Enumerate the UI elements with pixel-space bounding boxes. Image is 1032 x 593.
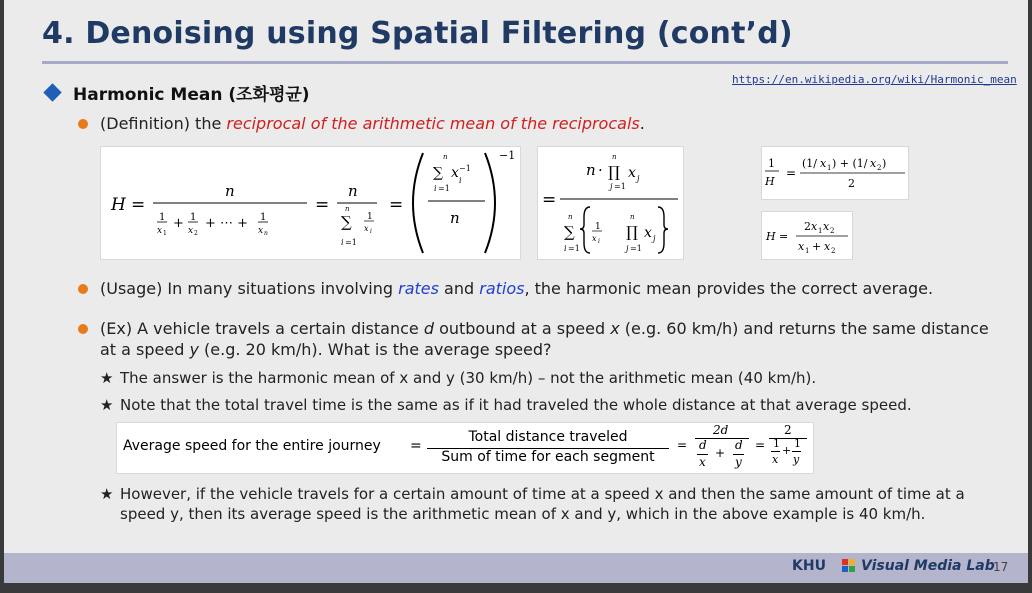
formula-equals: =	[410, 438, 422, 454]
formula-x-2: x	[772, 453, 779, 466]
usage-suffix: , the harmonic mean provides the correct average.	[524, 279, 934, 298]
svg-text:n: n	[348, 182, 358, 200]
diamond-bullet-icon	[43, 83, 61, 101]
formula-one-2: 1	[794, 437, 801, 450]
usage-and: and	[438, 279, 480, 298]
section-heading-text: Harmonic Mean (조화평균)	[73, 85, 310, 105]
svg-text:i: i	[370, 228, 372, 235]
formula-plus-1: +	[715, 446, 726, 460]
svg-text:2: 2	[804, 220, 811, 233]
two-value-harmonic-graphic	[762, 147, 908, 199]
svg-text:1: 1	[159, 212, 166, 223]
svg-text:2: 2	[831, 247, 836, 255]
svg-text:H: H	[765, 175, 775, 188]
formula-d-1: d	[699, 438, 707, 452]
formula-2d: 2d	[713, 423, 729, 437]
svg-text:x: x	[451, 165, 459, 181]
formula-one-1: 1	[773, 437, 780, 450]
two-value-simplified-graphic	[762, 212, 852, 259]
svg-text:=1: =1	[630, 244, 642, 253]
two-value-harmonic-formula	[761, 146, 909, 200]
harmonic-mean-formula	[100, 146, 521, 260]
svg-text:x: x	[811, 220, 818, 233]
formula-equals-2: =	[677, 438, 688, 452]
orange-dot-icon	[78, 324, 88, 334]
svg-text:x: x	[823, 220, 830, 233]
lab-logo-icon	[842, 559, 856, 573]
example-var-d: d	[423, 319, 434, 338]
svg-text:H: H	[111, 195, 126, 215]
average-speed-formula	[116, 422, 814, 474]
star-icon: ★	[100, 369, 114, 387]
svg-text:=1: =1	[568, 244, 580, 253]
svg-text:j: j	[626, 244, 629, 253]
star-item-text: However, if the vehicle travels for a certain amount of time at a speed x and then the same amount of time at a speed y, then its average speed is the arithmetic mean of x and y, which in the above example is 40 km/h.	[120, 485, 965, 523]
svg-text:=: =	[779, 230, 789, 243]
orange-dot-icon	[78, 284, 88, 294]
svg-text:n: n	[630, 213, 635, 221]
formula-y-1: y	[735, 455, 742, 469]
svg-text:−1: −1	[459, 164, 471, 173]
svg-text:n: n	[225, 182, 235, 200]
svg-text:+ ⋯ +: + ⋯ +	[205, 216, 249, 231]
khu-logo: KHU	[792, 558, 826, 574]
svg-text:−1: −1	[499, 149, 516, 162]
section-heading	[44, 80, 310, 105]
example-var-x: x	[610, 319, 620, 338]
orange-dot-icon	[78, 119, 88, 129]
svg-text:∑: ∑	[341, 213, 352, 231]
svg-text:n: n	[264, 230, 268, 237]
example-bullet	[78, 318, 1008, 360]
svg-text:=1: =1	[345, 238, 357, 247]
example-part-2: outbound at a speed	[433, 319, 611, 338]
svg-text:(1/: (1/	[802, 157, 817, 170]
svg-text:1: 1	[805, 247, 810, 255]
harmonic-mean-formula-graphic	[101, 147, 520, 259]
svg-text:x: x	[258, 226, 264, 236]
svg-text:n: n	[443, 153, 448, 161]
definition-prefix: (Definition) the	[100, 114, 227, 133]
svg-text:j: j	[653, 234, 656, 243]
example-part-1: (Ex) A vehicle travels a certain distance	[100, 319, 424, 338]
usage-ratios: ratios	[479, 279, 525, 298]
svg-text:∑: ∑	[433, 165, 443, 181]
star-item-however	[100, 484, 990, 524]
svg-text:·: ·	[598, 161, 603, 179]
svg-text:n: n	[586, 161, 596, 179]
svg-text:1: 1	[190, 212, 197, 223]
svg-text:1: 1	[595, 222, 601, 232]
svg-text:+: +	[173, 216, 184, 231]
svg-text:i: i	[459, 176, 462, 185]
slide	[4, 0, 1028, 583]
star-item-text: Note that the total travel time is the same as if it had traveled the whole distance at that average speed.	[120, 396, 912, 414]
harmonic-mean-product-formula	[537, 146, 684, 260]
svg-text:=1: =1	[614, 182, 626, 191]
title-underline	[42, 61, 1008, 64]
svg-text:n: n	[345, 205, 350, 213]
svg-text:H: H	[766, 230, 776, 243]
definition-emphasis: reciprocal of the arithmetic mean of the reciprocals	[226, 114, 640, 133]
example-var-y: y	[189, 340, 199, 359]
svg-text:=: =	[389, 195, 404, 215]
svg-text:1: 1	[260, 212, 267, 223]
svg-text:1: 1	[163, 230, 167, 237]
formula-equals-3: =	[755, 438, 766, 452]
formula-denominator: Sum of time for each segment	[441, 449, 655, 465]
star-item-text: The answer is the harmonic mean of x and y (30 km/h) – not the arithmetic mean (40 km/h).	[120, 369, 817, 387]
svg-text:∏: ∏	[608, 163, 620, 181]
page-number: 17	[993, 560, 1009, 574]
svg-text:x: x	[824, 240, 831, 253]
svg-text:j: j	[637, 174, 640, 183]
svg-text:=: =	[542, 190, 557, 210]
svg-text:i: i	[341, 238, 344, 247]
svg-text:n: n	[568, 213, 573, 221]
star-icon: ★	[100, 396, 114, 414]
svg-text:j: j	[610, 182, 613, 191]
svg-text:x: x	[628, 165, 636, 181]
fraction-line	[792, 451, 801, 452]
svg-text:x: x	[364, 224, 369, 233]
svg-text:=: =	[315, 195, 330, 215]
svg-text:+: +	[812, 240, 822, 253]
wikipedia-link[interactable]: https://en.wikipedia.org/wiki/Harmonic_mean	[732, 73, 1017, 86]
svg-text:n: n	[612, 153, 617, 161]
definition-bullet	[78, 113, 1008, 134]
star-item-note	[100, 395, 1010, 415]
svg-text:): )	[882, 157, 887, 170]
svg-text:2: 2	[194, 230, 198, 237]
slide-title: 4. Denoising using Spatial Filtering (cont’d)	[42, 16, 793, 51]
formula-numerator: Total distance traveled	[468, 429, 628, 445]
svg-text:i: i	[598, 238, 600, 245]
svg-text:1: 1	[768, 157, 775, 170]
harmonic-mean-product-graphic	[538, 147, 683, 259]
svg-text:i: i	[564, 244, 567, 253]
two-value-simplified-formula	[761, 211, 853, 260]
svg-text:∏: ∏	[626, 223, 638, 241]
usage-rates: rates	[398, 279, 439, 298]
star-icon: ★	[100, 485, 114, 503]
svg-text:x: x	[157, 226, 163, 236]
svg-text:i: i	[434, 184, 437, 193]
slide-footer	[4, 553, 1028, 583]
formula-lhs: Average speed for the entire journey	[123, 438, 381, 454]
svg-text:) + (1/: ) + (1/	[832, 157, 868, 170]
svg-text:∑: ∑	[564, 223, 575, 241]
usage-bullet	[78, 278, 1018, 299]
svg-text:x: x	[798, 240, 805, 253]
svg-text:x: x	[870, 157, 877, 170]
svg-text:2: 2	[848, 177, 855, 190]
svg-text:n: n	[450, 209, 460, 227]
formula-x-1: x	[699, 455, 706, 469]
lab-name: Visual Media Lab	[861, 558, 995, 574]
svg-text:x: x	[644, 225, 652, 241]
svg-text:x: x	[592, 234, 597, 243]
svg-text:2: 2	[830, 227, 835, 235]
example-part-4: (e.g. 20 km/h). What is the average speed?	[198, 340, 552, 359]
svg-text:2: 2	[877, 164, 882, 172]
svg-text:1: 1	[367, 212, 373, 222]
formula-plus-2: +	[782, 444, 792, 457]
formula-2: 2	[784, 423, 792, 437]
star-item-answer	[100, 368, 1010, 388]
svg-text:=: =	[786, 166, 797, 180]
svg-text:x: x	[188, 226, 194, 236]
example-part-3: (e.g. 60 km/h) and returns the same distance at a speed	[100, 319, 989, 359]
usage-prefix: (Usage) In many situations involving	[100, 279, 399, 298]
definition-suffix: .	[639, 114, 645, 133]
svg-text:=: =	[131, 195, 146, 215]
formula-y-2: y	[793, 453, 800, 466]
svg-text:=1: =1	[438, 184, 450, 193]
fraction-line	[771, 451, 780, 452]
svg-text:1: 1	[827, 164, 832, 172]
formula-d-2: d	[735, 438, 743, 452]
svg-text:x: x	[820, 157, 827, 170]
svg-text:1: 1	[818, 227, 823, 235]
